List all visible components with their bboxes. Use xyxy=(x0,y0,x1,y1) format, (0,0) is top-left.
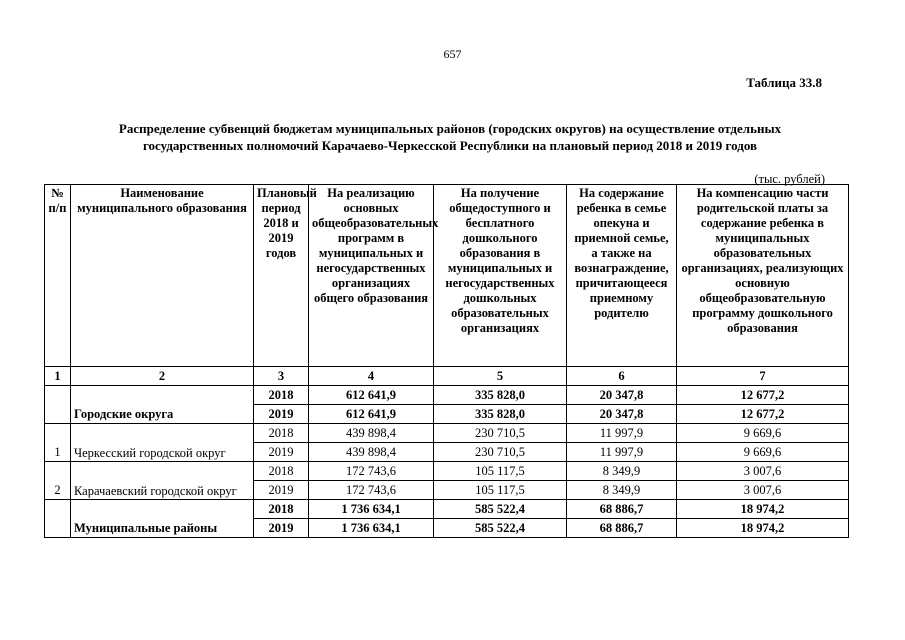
value-cell: 8 349,9 xyxy=(567,481,677,500)
year-cell: 2019 xyxy=(254,481,309,500)
table-row xyxy=(45,500,849,519)
value-cell: 12 677,2 xyxy=(677,386,849,405)
col-number: 3 xyxy=(254,367,309,386)
header-period: Плановый период 2018 и 2019 годов xyxy=(254,185,309,367)
municipality-name: Городские округа xyxy=(71,386,254,424)
row-index xyxy=(45,386,71,424)
value-cell: 230 710,5 xyxy=(434,443,567,462)
value-cell: 335 828,0 xyxy=(434,405,567,424)
year-cell: 2018 xyxy=(254,424,309,443)
header-name: Наименование муниципального образования xyxy=(71,185,254,367)
value-cell: 439 898,4 xyxy=(309,424,434,443)
year-cell: 2019 xyxy=(254,405,309,424)
column-numbers-row xyxy=(45,367,849,386)
value-cell: 20 347,8 xyxy=(567,386,677,405)
value-cell: 3 007,6 xyxy=(677,462,849,481)
subvention-table xyxy=(44,184,849,538)
page-number: 657 xyxy=(443,47,462,61)
value-cell: 172 743,6 xyxy=(309,481,434,500)
year-cell: 2019 xyxy=(254,519,309,538)
title-line-2: государственных полномочий Карачаево-Черкесской Республики на плановый период 2018 и 2019 годов xyxy=(142,138,758,153)
row-index: 2 xyxy=(45,462,71,500)
value-cell: 612 641,9 xyxy=(309,405,434,424)
year-cell: 2018 xyxy=(254,386,309,405)
value-cell: 3 007,6 xyxy=(677,481,849,500)
value-cell: 230 710,5 xyxy=(434,424,567,443)
title-line-1: Распределение субвенций бюджетам муниципальных районов (городских округов) на осуществление отдельных xyxy=(118,121,782,136)
value-cell: 585 522,4 xyxy=(434,500,567,519)
header-general-education: На реализацию основных общеобразовательных программ в муниципальных и негосударственных организациях общего образования xyxy=(309,185,434,367)
table-row xyxy=(45,386,849,405)
header-foster-care: На содержание ребенка в семье опекуна и приемной семье, а также на вознаграждение, причитающееся приемному родителю xyxy=(567,185,677,367)
row-index: 1 xyxy=(45,424,71,462)
value-cell: 9 669,6 xyxy=(677,424,849,443)
value-cell: 172 743,6 xyxy=(309,462,434,481)
year-cell: 2018 xyxy=(254,462,309,481)
header-index: № п/п xyxy=(45,185,71,367)
col-number: 7 xyxy=(677,367,849,386)
header-parental-compensation: На компенсацию части родительской платы за содержание ребенка в муниципальных образовательных организациях, реализующих основную общеобразовательную программу дошкольного образования xyxy=(677,185,849,367)
municipality-name: Черкесский городской округ xyxy=(71,424,254,462)
col-number: 2 xyxy=(71,367,254,386)
value-cell: 68 886,7 xyxy=(567,500,677,519)
year-cell: 2019 xyxy=(254,443,309,462)
value-cell: 9 669,6 xyxy=(677,443,849,462)
header-row xyxy=(45,185,849,367)
header-preschool-education: На получение общедоступного и бесплатного дошкольного образования в муниципальных и негосударственных дошкольных образовательных организациях xyxy=(434,185,567,367)
value-cell: 11 997,9 xyxy=(567,443,677,462)
units-label: (тыс. рублей) xyxy=(754,172,825,186)
table-row xyxy=(45,462,849,481)
value-cell: 105 117,5 xyxy=(434,481,567,500)
col-number: 1 xyxy=(45,367,71,386)
value-cell: 612 641,9 xyxy=(309,386,434,405)
table-label: Таблица 33.8 xyxy=(746,75,822,90)
value-cell: 11 997,9 xyxy=(567,424,677,443)
value-cell: 1 736 634,1 xyxy=(309,519,434,538)
municipality-name: Муниципальные районы xyxy=(71,500,254,538)
value-cell: 439 898,4 xyxy=(309,443,434,462)
col-number: 4 xyxy=(309,367,434,386)
document-title xyxy=(40,120,860,154)
value-cell: 1 736 634,1 xyxy=(309,500,434,519)
table-row xyxy=(45,424,849,443)
col-number: 5 xyxy=(434,367,567,386)
value-cell: 8 349,9 xyxy=(567,462,677,481)
value-cell: 12 677,2 xyxy=(677,405,849,424)
value-cell: 18 974,2 xyxy=(677,519,849,538)
value-cell: 105 117,5 xyxy=(434,462,567,481)
value-cell: 68 886,7 xyxy=(567,519,677,538)
value-cell: 585 522,4 xyxy=(434,519,567,538)
value-cell: 18 974,2 xyxy=(677,500,849,519)
municipality-name: Карачаевский городской округ xyxy=(71,462,254,500)
row-index xyxy=(45,500,71,538)
year-cell: 2018 xyxy=(254,500,309,519)
value-cell: 20 347,8 xyxy=(567,405,677,424)
value-cell: 335 828,0 xyxy=(434,386,567,405)
col-number: 6 xyxy=(567,367,677,386)
